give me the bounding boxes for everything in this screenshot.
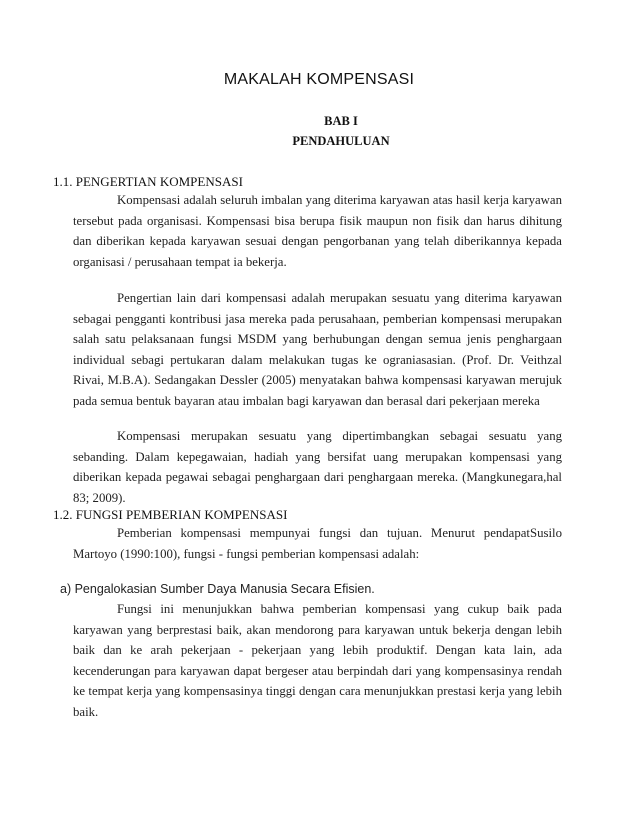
chapter-title: PENDAHULUAN <box>292 134 390 148</box>
section-heading-1: 1.1. PENGERTIAN KOMPENSASI <box>53 174 243 189</box>
paragraph-1: Kompensasi adalah seluruh imbalan yang diterima karyawan atas hasil kerja karyawan tersebut pada organisasi. Kompensasi bisa berupa fisik maupun non fisik dan harus dihitung dan diberikan kepada karyawan sesuai dengan pengorbanan yang telah diberikannya kepada organisasi / perusahaan tempat ia bekerja. <box>73 193 562 269</box>
paragraph-2: Pengertian lain dari kompensasi adalah merupakan sesuatu yang diterima karyawan sebagai pengganti kontribusi jasa mereka pada perusahaan, pemberian kompensasi merupakan salah satu pelaksanaan fungsi MSDM yang berhubungan dengan semua jenis penghargaan individual sebagi pertukaran dalam melakukan tugas ke ograniasasian. (Prof. Dr. Veithzal Rivai, M.B.A). Sedangakan Dessler (2005) menyatakan bahwa kompensasi karyawan merujuk pada semua bentuk bayaran atau imbalan bagi karyawan dan berasal dari pekerjaan mereka <box>73 291 562 408</box>
section-heading-2: 1.2. FUNGSI PEMBERIAN KOMPENSASI <box>53 507 288 522</box>
document-title: MAKALAH KOMPENSASI <box>223 71 415 88</box>
paragraph-4: Pemberian kompensasi mempunyai fungsi dan tujuan. Menurut pendapatSusilo Martoyo (1990:100), fungsi - fungsi pemberian kompensasi adalah: <box>73 526 562 561</box>
paragraph-3: Kompensasi merupakan sesuatu yang dipertimbangkan sebagai sesuatu yang sebanding. Dalam kepegawaian, hadiah yang bersifat uang merupakan kompensasi yang diberikan kepada pegawai sebagai penghargaan dari penghargaan mereka. (Mangkunegara,hal 83; 2009). <box>73 429 562 505</box>
chapter-number: BAB I <box>324 114 358 128</box>
paragraph-5: Fungsi ini menunjukkan bahwa pemberian kompensasi yang cukup baik pada karyawan yang berprestasi baik, akan mendorong para karyawan untuk bekerja dengan lebih baik dan ke arah pekerjaan - pekerjaan yang lebih produktif. Dengan kata lain, ada kecenderungan para karyawan dapat bergeser atau berpindah dari yang kompensasinya rendah ke tempat kerja yang kompensasinya tinggi dengan cara menunjukkan prestasi kerja yang lebih baik. <box>73 602 562 719</box>
list-item-a-label: a) Pengalokasian Sumber Daya Manusia Secara Efisien. <box>60 582 375 596</box>
